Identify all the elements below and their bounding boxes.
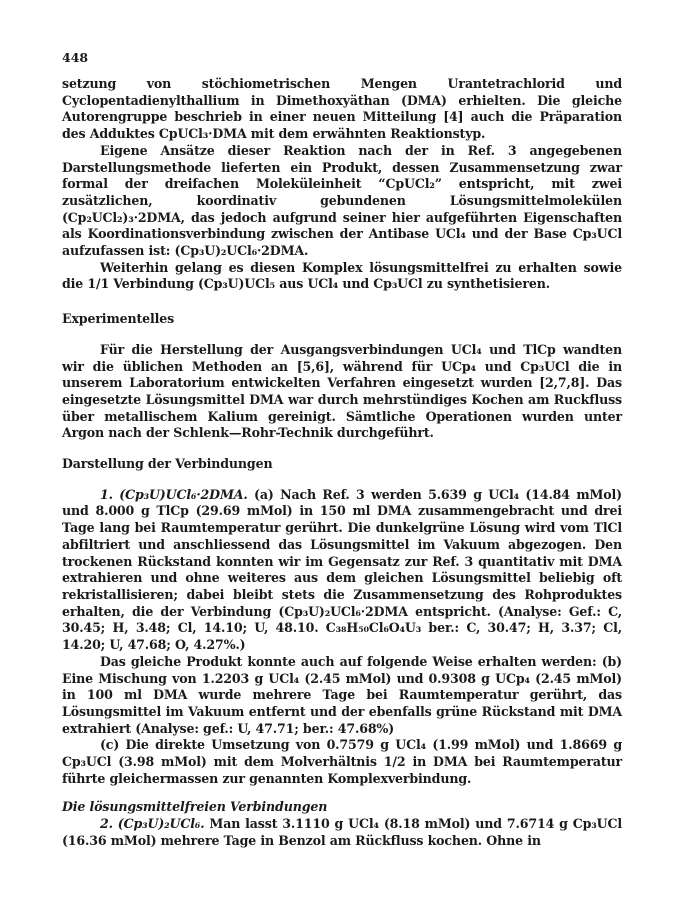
preparation-1b-paragraph: Das gleiche Produkt konnte auch auf folgende Weise erhalten werden: (b) Eine Mischung von 1.2203 g UCl₄ (2.45 mMol) und 0.9308 g UCp₄ (2.45 mMol) in 100 ml DMA wurde mehrere Tage bei Raumtemperatur gerührt, das Lösungsmittel im Vakuum entfernt und der ebenfalls grüne Rückstand mit DMA extrahiert (Analyse: gef.: U, 47.71; ber.: 47.68%) [62, 653, 622, 736]
experimental-paragraph: Für die Herstellung der Ausgangsverbindungen UCl₄ und TlCp wandten wir die üblichen Methoden an [5,6], während für UCp₄ und Cp₃UCl die in unserem Laboratorium entwickelten Verfahren eingesetzt wurden [2,7,8]. Das eingesetzte Lösungsmittel DMA war durch mehrstündiges Kochen am Ruckfluss über metallischem Kalium gereinigt. Sämtliche Operationen wurden unter Argon nach der Schlenk—Rohr-Technik durchgeführt. [62, 341, 622, 441]
compound-1-label: 1. (Cp₃U)UCl₆·2DMA. [100, 486, 248, 502]
preparation-1-text: (a) Nach Ref. 3 werden 5.639 g UCl₄ (14.84 mMol) und 8.000 g TlCp (29.69 mMol) in 150 ml DMA zusammengebracht und drei Tage lang bei Raumtemperatur gerührt. Die dunkelgrüne Lösung wird vom TlCl abfiltriert und anschliessend das Lösungsmittel im Vakuum abgezogen. Den trockenen Rückstand konnten wir im Gegensatz zur Ref. 3 quantitativ mit DMA extrahieren und ohne weiteres aus dem gleichen Lösungsmittel beliebig oft rekristallisieren; dabei bleibt stets die Zusammensetzung des Rohproduktes erhalten, die der Verbindung (Cp₃U)₂UCl₆·2DMA entspricht. (Analyse: Gef.: C, 30.45; H, 3.48; Cl, 14.10; U, 48.10. C₃₈H₅₀Cl₆O₄U₃ ber.: C, 30.47; H, 3.37; Cl, 14.20; U, 47.68; O, 4.27%.) [62, 486, 622, 653]
preparation-1-paragraph [62, 487, 622, 654]
preparation-2-paragraph [62, 816, 622, 849]
preparation-2-text: Man lasst 3.1110 g UCl₄ (8.18 mMol) und 7.6714 g Cp₃UCl (16.36 mMol) mehrere Tage in Benzol am Rückfluss kochen. Ohne in [62, 816, 622, 848]
section-heading-preparation: Darstellung der Verbindungen [62, 456, 273, 472]
intro-paragraph-2: Eigene Ansätze dieser Reaktion nach der in Ref. 3 angegebenen Darstellungsmethode lieferten ein Produkt, dessen Zusammensetzung zwar formal der dreifachen Moleküleinheit “CpUCl₂” entspricht, mit zwei zusätzlichen, koordinativ gebundenen Lösungsmittelmolekülen (Cp₂UCl₂)₃·2DMA, das jedoch aufgrund seiner hier aufgeführten Eigenschaften als Koordinationsverbindung zwischen der Antibase UCl₄ und der Base Cp₃UCl aufzufassen ist: (Cp₃U)₂UCl₆·2DMA. [62, 142, 622, 259]
intro-paragraph-1: setzung von stöchiometrischen Mengen Urantetrachlorid und Cyclopentadienylthallium in Dimethoxyäthan (DMA) erhielten. Die gleiche Autorengruppe beschrieb in einer neuen Mitteilung [4] auch die Präparation des Adduktes CpUCl₃·DMA mit dem erwähnten Reaktionstyp. [62, 76, 622, 142]
section-heading-experimental: Experimentelles [62, 311, 175, 327]
section-heading-solvent-free: Die lösungsmittelfreien Verbindungen [62, 799, 328, 815]
page-body [62, 76, 622, 850]
intro-paragraph-3: Weiterhin gelang es diesen Komplex lösungsmittelfrei zu erhalten sowie die 1/1 Verbindung (Cp₃U)UCl₅ aus UCl₄ und Cp₃UCl zu synthetisieren. [62, 259, 622, 292]
preparation-1c-paragraph: (c) Die direkte Umsetzung von 0.7579 g UCl₄ (1.99 mMol) und 1.8669 g Cp₃UCl (3.98 mMol) mit dem Molverhältnis 1/2 in DMA bei Raumtemperatur führte gleichermassen zur genannten Komplexverbindung. [62, 737, 622, 786]
page-number: 448 [62, 50, 89, 65]
compound-2-label: 2. (Cp₃U)₂UCl₆. [100, 816, 205, 832]
